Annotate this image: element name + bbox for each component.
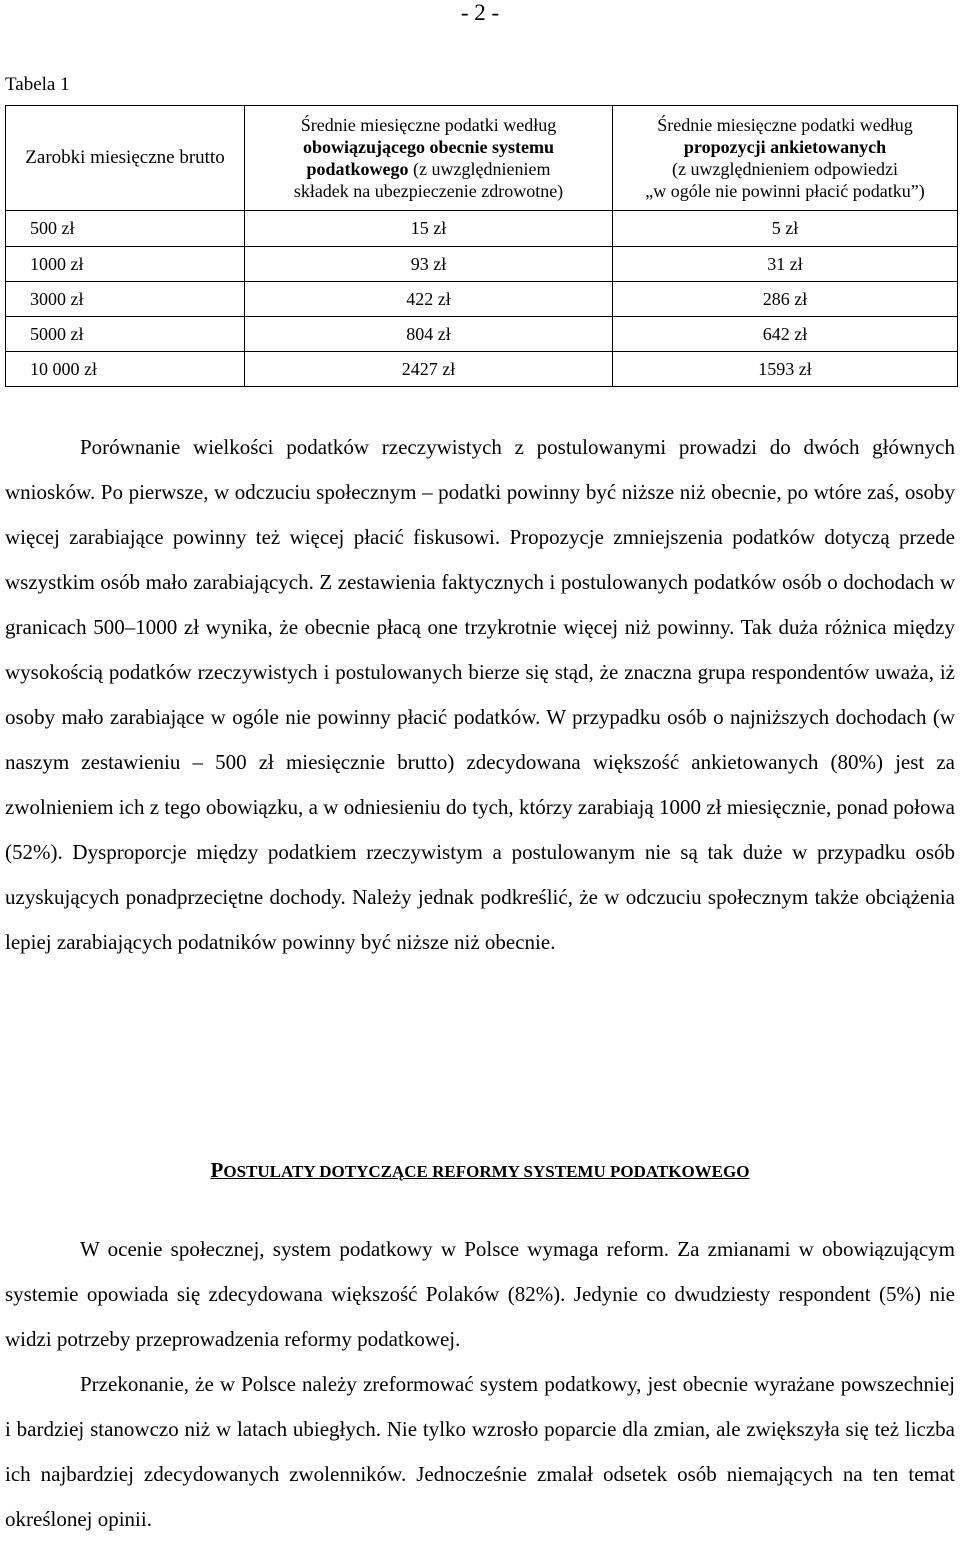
table-row <box>6 316 958 351</box>
table-row <box>6 351 958 386</box>
cell-income: 3000 zł <box>6 281 245 316</box>
cell-proposed-tax: 642 zł <box>613 316 958 351</box>
table-header-row <box>6 106 958 211</box>
header-current-tax: Średnie miesięczne podatki według obowiązującego obecnie systemu podatkowego (z uwzględnieniem składek na ubezpieczenie zdrowotne) <box>245 106 613 211</box>
paragraph-reform-conviction: Przekonanie, że w Polsce należy zreformować system podatkowy, jest obecnie wyrażane powszechniej i bardziej stanowczo niż w latach ubiegłych. Nie tylko wzrosło poparcie dla zmian, ale zwiększyła się też liczba ich najbardziej zdecydowanych zwolenników. Jednocześnie zmalał odsetek osób niemających na ten temat określonej opinii. <box>5 1372 955 1531</box>
table-row <box>6 246 958 281</box>
cell-current-tax: 15 zł <box>245 211 613 246</box>
table-caption: Tabela 1 <box>5 74 70 95</box>
cell-income: 10 000 zł <box>6 351 245 386</box>
cell-income: 5000 zł <box>6 316 245 351</box>
paragraph-reform-need: W ocenie społecznej, system podatkowy w Polsce wymaga reform. Za zmianami w obowiązującym systemie opowiada się zdecydowana większość Polaków (82%). Jedynie co dwudziesty respondent (5%) nie widzi potrzeby przeprowadzenia reformy podatkowej. <box>5 1237 955 1351</box>
cell-current-tax: 93 zł <box>245 246 613 281</box>
header-income: Zarobki miesięczne brutto <box>6 106 245 211</box>
cell-income: 1000 zł <box>6 246 245 281</box>
cell-income: 500 zł <box>6 211 245 246</box>
cell-proposed-tax: 1593 zł <box>613 351 958 386</box>
cell-current-tax: 422 zł <box>245 281 613 316</box>
table-row <box>6 281 958 316</box>
page-number: - 2 - <box>460 0 500 25</box>
table-row <box>6 211 958 246</box>
cell-current-tax: 2427 zł <box>245 351 613 386</box>
cell-current-tax: 804 zł <box>245 316 613 351</box>
cell-proposed-tax: 286 zł <box>613 281 958 316</box>
cell-proposed-tax: 31 zł <box>613 246 958 281</box>
cell-proposed-tax: 5 zł <box>613 211 958 246</box>
paragraph-comparison: Porównanie wielkości podatków rzeczywistych z postulowanymi prowadzi do dwóch głównych wniosków. Po pierwsze, w odczuciu społecznym – podatki powinny być niższe niż obecnie, po wtóre zaś, osoby więcej zarabiające powinny też więcej płacić fiskusowi. Propozycje zmniejszenia podatków dotyczą przede wszystkim osób mało zarabiających. Z zestawienia faktycznych i postulowanych podatków osób o dochodach w granicach 500–1000 zł wynika, że obecnie płacą one trzykrotnie więcej niż powinny. Tak duża różnica między wysokością podatków rzeczywistych i postulowanych bierze się stąd, że znaczna grupa respondentów uważa, iż osoby mało zarabiające w ogóle nie powinny płacić podatków. W przypadku osób o najniższych dochodach (w naszym zestawieniu – 500 zł miesięcznie brutto) zdecydowana większość ankietowanych (80%) jest za zwolnieniem ich z tego obowiązku, a w odniesieniu do tych, którzy zarabiają 1000 zł miesięcznie, ponad połowa (52%). Dysproporcje między podatkiem rzeczywistym a postulowanym nie są tak duże w przypadku osób uzyskujących ponadprzeciętne dochody. Należy jednak podkreślić, że w odczuciu społecznym także obciążenia lepiej zarabiających podatników powinny być niższe niż obecnie. <box>5 435 955 954</box>
header-proposed-tax: Średnie miesięczne podatki według propozycji ankietowanych (z uwzględnieniem odpowiedzi „w ogóle nie powinni płacić podatku”) <box>613 106 958 211</box>
section-heading: POSTULATY DOTYCZĄCE REFORMY SYSTEMU PODATKOWEGO <box>210 1158 750 1182</box>
tax-comparison-table <box>5 105 958 387</box>
